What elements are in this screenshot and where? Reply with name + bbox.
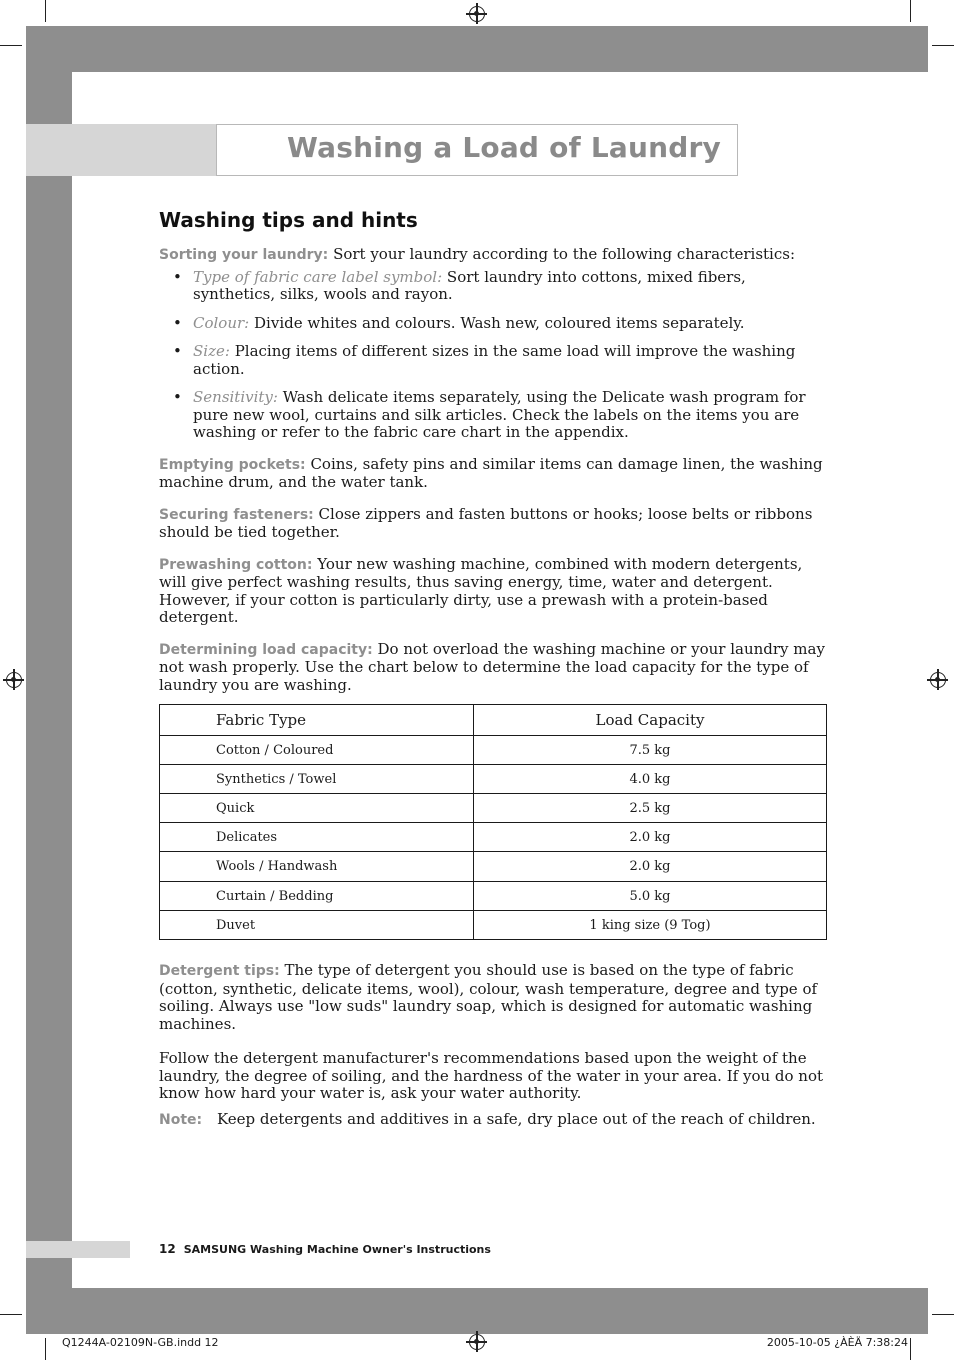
- bullet-label: Type of fabric care label symbol:: [193, 267, 443, 286]
- fabric-cell: Curtain / Bedding: [160, 882, 474, 911]
- table-row: [160, 794, 827, 823]
- sorting-text: Sort your laundry according to the following characteristics:: [333, 245, 795, 263]
- prewashing-paragraph: [159, 556, 827, 627]
- registration-mark-icon: [6, 672, 22, 688]
- capacity-cell: 1 king size (9 Tog): [474, 911, 827, 940]
- title-accent-band: [26, 124, 216, 176]
- capacity-cell: 4.0 kg: [474, 765, 827, 794]
- load-capacity-text: Do not overload the washing machine or your laundry may not wash properly. Use the chart below to determine the load capacity for the type of laundry you are washing.: [159, 639, 825, 694]
- bullet-label: Colour:: [193, 313, 250, 332]
- follow-paragraph: Follow the detergent manufacturer's recommendations based upon the weight of the laundry, the degree of soiling, and the hardness of the water in your area. If you do not know how hard your water is, ask your water authority.: [159, 1049, 824, 1102]
- detergent-paragraph: [159, 962, 827, 1033]
- section-heading: Washing tips and hints: [159, 208, 418, 232]
- note-label: Note:: [159, 1111, 203, 1128]
- table-row: [160, 765, 827, 794]
- left-gray-bar: [26, 26, 72, 1334]
- note-paragraph: [159, 1111, 827, 1130]
- crop-mark: [0, 45, 22, 46]
- securing-paragraph: [159, 506, 827, 542]
- list-item: [193, 343, 827, 378]
- column-header-capacity: Load Capacity: [474, 705, 827, 736]
- capacity-cell: 2.0 kg: [474, 852, 827, 882]
- crop-mark: [0, 1314, 22, 1315]
- detergent-label: Detergent tips:: [159, 963, 280, 979]
- load-capacity-table: [159, 704, 827, 940]
- crop-mark: [45, 1338, 46, 1360]
- fabric-cell: Quick: [160, 794, 474, 823]
- footer: [159, 1242, 491, 1256]
- crop-mark: [45, 0, 46, 22]
- crop-mark: [910, 0, 911, 22]
- capacity-cell: 2.5 kg: [474, 794, 827, 823]
- securing-label: Securing fasteners:: [159, 506, 314, 523]
- table-row: [160, 823, 827, 852]
- table-row: [160, 911, 827, 940]
- sorting-label: Sorting your laundry:: [159, 247, 329, 263]
- table-row: [160, 736, 827, 765]
- load-capacity-label: Determining load capacity:: [159, 641, 373, 658]
- emptying-label: Emptying pockets:: [159, 456, 306, 473]
- crop-mark: [932, 1314, 954, 1315]
- bullet-label: Sensitivity:: [193, 388, 278, 406]
- bullet-text: Divide whites and colours. Wash new, coloured items separately.: [254, 313, 745, 332]
- page-number: 12: [159, 1242, 176, 1256]
- title-box: [216, 124, 738, 176]
- capacity-cell: 2.0 kg: [474, 823, 827, 852]
- emptying-paragraph: [159, 456, 827, 492]
- bullet-text: Placing items of different sizes in the same load will improve the washing action.: [193, 342, 796, 378]
- top-gray-bar: [26, 26, 928, 72]
- crop-mark: [932, 45, 954, 46]
- slug-date: 2005-10-05 ¿ÀÈÄ 7:38:24: [766, 1336, 908, 1349]
- detergent-text: The type of detergent you should use is based on the type of fabric (cotton, synthetic, delicate items, wool), colour, wash temperature, degree and type of soiling. Always use "low suds" laundry soap, which is designed for automatic washing machines.: [159, 961, 818, 1033]
- fabric-cell: Cotton / Coloured: [160, 736, 474, 765]
- registration-mark-icon: [930, 672, 946, 688]
- bullet-label: Size:: [193, 342, 230, 360]
- list-item: [193, 389, 827, 442]
- prewashing-text: Your new washing machine, combined with modern detergents, will give perfect washing results, thus saving energy, time, water and detergent. However, if your cotton is particularly dirty, use a prewash with a protein-based detergent.: [159, 554, 803, 626]
- table-header-row: [160, 705, 827, 736]
- list-item: [193, 315, 827, 333]
- note-text: Keep detergents and additives in a safe, dry place out of the reach of children.: [217, 1109, 816, 1128]
- crop-mark: [910, 1338, 911, 1360]
- main-content: [159, 208, 827, 1129]
- registration-mark-icon: [469, 1334, 485, 1350]
- securing-text: Close zippers and fasten buttons or hooks; loose belts or ribbons should be tied together.: [159, 504, 813, 541]
- prewashing-label: Prewashing cotton:: [159, 556, 313, 573]
- page-title: Washing a Load of Laundry: [287, 131, 721, 164]
- column-header-fabric: Fabric Type: [160, 705, 474, 736]
- sorting-list: [159, 269, 827, 442]
- table-row: [160, 882, 827, 911]
- fabric-cell: Duvet: [160, 911, 474, 940]
- slug-filename: Q1244A-02109N-GB.indd 12: [62, 1336, 219, 1349]
- registration-mark-icon: [469, 6, 485, 22]
- load-capacity-paragraph: [159, 641, 827, 695]
- bullet-text: Wash delicate items separately, using the Delicate wash program for pure new wool, curtains and silk articles. Check the labels on the items you are washing or refer to the fabric care chart in the appendix.: [193, 388, 806, 441]
- fabric-cell: Delicates: [160, 823, 474, 852]
- list-item: [193, 269, 827, 304]
- footer-accent-band: [26, 1241, 130, 1258]
- capacity-cell: 7.5 kg: [474, 736, 827, 765]
- sorting-paragraph: [159, 246, 827, 265]
- fabric-cell: Wools / Handwash: [160, 852, 474, 882]
- footer-brand: SAMSUNG: [183, 1243, 247, 1256]
- table-row: [160, 852, 827, 882]
- capacity-cell: 5.0 kg: [474, 882, 827, 911]
- emptying-text: Coins, safety pins and similar items can damage linen, the washing machine drum, and the water tank.: [159, 454, 823, 491]
- footer-title: Washing Machine Owner's Instructions: [250, 1243, 491, 1256]
- bullet-text: Sort laundry into cottons, mixed fibers, synthetics, silks, wools and rayon.: [193, 267, 746, 303]
- bottom-gray-bar: [26, 1288, 928, 1334]
- fabric-cell: Synthetics / Towel: [160, 765, 474, 794]
